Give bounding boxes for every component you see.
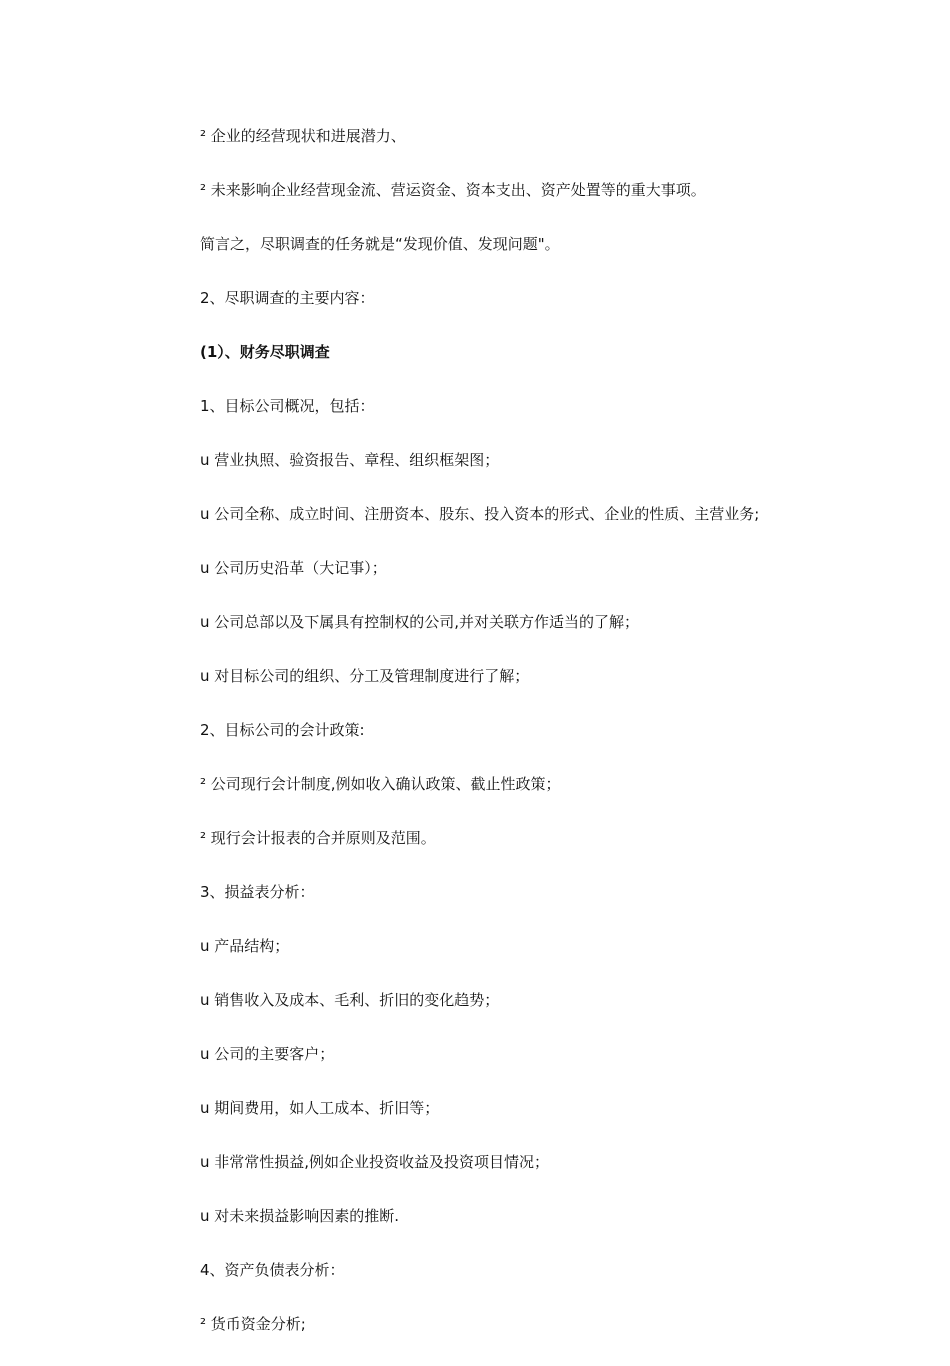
list-item-subsidiaries: u 公司总部以及下属具有控制权的公司,并对关联方作适当的了解； — [200, 613, 640, 631]
list-item-period-expenses: u 期间费用，如人工成本、折旧等； — [200, 1099, 440, 1117]
list-item-nonrecurring: u 非常常性损益,例如企业投资收益及投资项目情况； — [200, 1153, 550, 1171]
list-item-license: u 营业执照、验资报告、章程、组织框架图； — [200, 451, 500, 469]
document-body — [200, 124, 810, 1366]
summary-sentence: 简言之，尽职调查的任务就是“发现价值、发现问题"。 — [200, 235, 560, 253]
list-item-product-structure: u 产品结构； — [200, 937, 290, 955]
list-item-company-basics: u 公司全称、成立时间、注册资本、股东、投入资本的形式、企业的性质、主营业务; — [200, 505, 760, 523]
list-item-future-factors: u 对未来损益影响因素的推断. — [200, 1207, 400, 1225]
bullet-consolidation: ² 现行会计报表的合并原则及范围。 — [200, 829, 436, 847]
bullet-business-status: ² 企业的经营现状和进展潜力、 — [200, 127, 406, 145]
bullet-accounting-system: ² 公司现行会计制度,例如收入确认政策、截止性政策； — [200, 775, 561, 793]
subheading-company-overview: 1、目标公司概况，包括： — [200, 397, 375, 415]
bullet-monetary-funds: ² 货币资金分析; — [200, 1315, 306, 1333]
list-item-organization: u 对目标公司的组织、分工及管理制度进行了解； — [200, 667, 530, 685]
list-item-history: u 公司历史沿革（大记事）； — [200, 559, 387, 577]
bullet-future-matters: ² 未来影响企业经营现金流、营运资金、资本支出、资产处置等的重大事项。 — [200, 181, 706, 199]
list-item-revenue-trend: u 销售收入及成本、毛利、折旧的变化趋势； — [200, 991, 500, 1009]
list-item-main-customers: u 公司的主要客户； — [200, 1045, 335, 1063]
section-heading-main-content: 2、尽职调查的主要内容： — [200, 289, 375, 307]
subheading-accounting-policy: 2、目标公司的会计政策: — [200, 721, 365, 739]
subheading-balance-sheet: 4、资产负债表分析： — [200, 1261, 345, 1279]
subheading-income-statement: 3、损益表分析： — [200, 883, 315, 901]
section-heading-financial-dd: (1）、财务尽职调查 — [200, 343, 330, 361]
